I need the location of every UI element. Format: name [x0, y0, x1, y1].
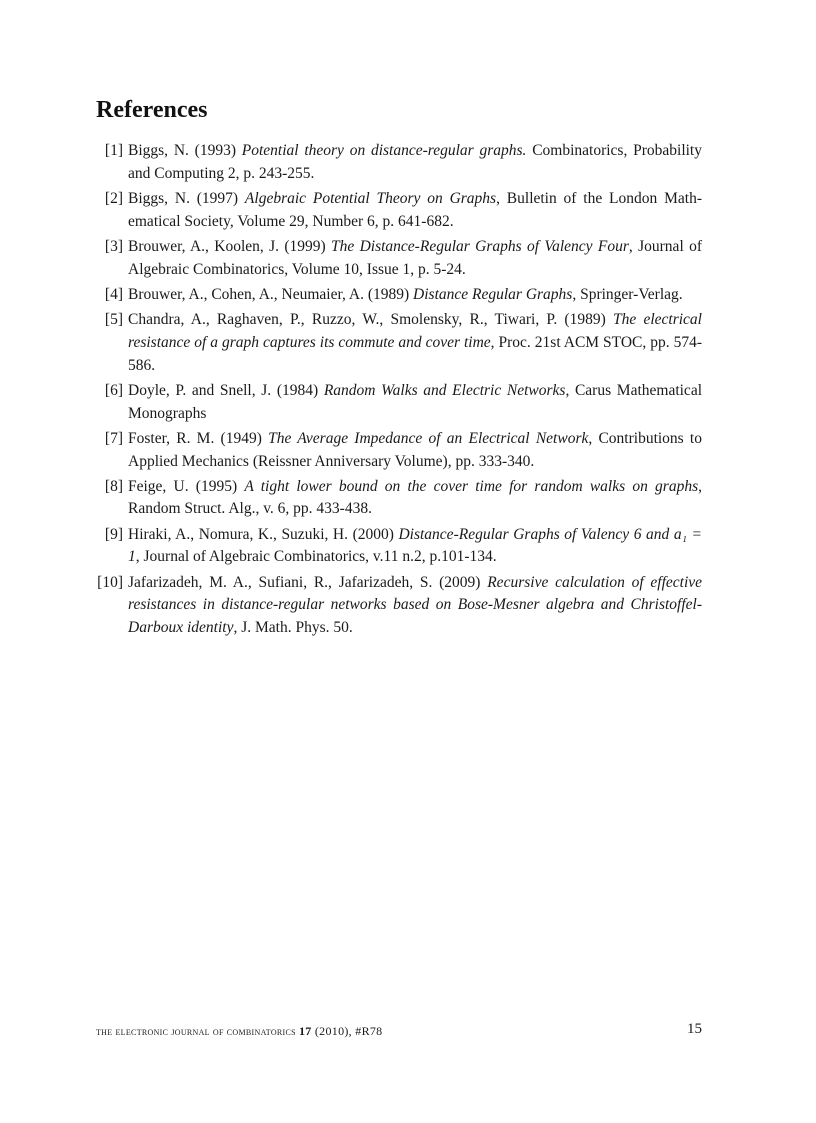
reference-source: , Contributions to Applied Mechanics (Reissner Anniversary Volume), pp. 333-340. — [128, 429, 702, 470]
reference-number: [3] — [104, 237, 123, 255]
reference-list — [96, 140, 702, 642]
reference-item — [96, 188, 702, 233]
reference-item — [96, 524, 702, 569]
reference-title: Random Walks and Electric Networks — [323, 381, 566, 399]
reference-title: The Average Impedance of an Electrical Network — [268, 429, 589, 447]
reference-authors: Biggs, N. (1993) — [128, 142, 242, 159]
reference-number: [1] — [104, 142, 123, 159]
reference-title: Potential theory on distance-regular graphs. — [241, 142, 527, 159]
reference-authors: Hiraki, A., Nomura, K., Suzuki, H. (2000) — [128, 525, 399, 543]
page-footer — [96, 1021, 702, 1041]
reference-number: [2] — [104, 189, 123, 207]
reference-authors: Feige, U. (1995) — [128, 477, 245, 495]
reference-authors: Jafarizadeh, M. A., Sufiani, R., Jafarizadeh, S. (2009) — [128, 573, 488, 591]
reference-title: Distance-Regular Graphs of Valency 6 and a₁ = 1 — [128, 525, 702, 566]
reference-item — [96, 572, 702, 640]
reference-item — [96, 476, 702, 521]
reference-source: , Journal of Algebraic Combinatorics, Volume 10, Issue 1, p. 5-24. — [128, 237, 702, 278]
reference-source: , Springer-Verlag. — [572, 285, 683, 303]
reference-authors: Biggs, N. (1997) — [128, 189, 245, 207]
reference-number: [9] — [104, 525, 123, 543]
reference-item — [96, 284, 702, 307]
reference-number: [4] — [104, 285, 123, 303]
reference-item — [96, 140, 702, 185]
reference-title: Recursive calculation of effective resistances in distance-regular networks based on Bose-Mesner algebra and Christoffel-Darboux identity — [128, 573, 703, 637]
journal-citation — [96, 1024, 382, 1039]
reference-source: , Random Struct. Alg., v. 6, pp. 433-438. — [128, 477, 702, 518]
reference-authors: Brouwer, A., Koolen, J. (1999) — [128, 237, 331, 255]
reference-authors: Doyle, P. and Snell, J. (1984) — [128, 381, 324, 399]
reference-title: The Distance-Regular Graphs of Valency Four — [331, 237, 629, 255]
reference-title: Algebraic Potential Theory on Graphs — [244, 189, 497, 207]
journal-year-article: (2010), #R78 — [311, 1024, 383, 1038]
reference-item — [96, 428, 702, 473]
reference-title: The electrical resistance of a graph captures its commute and cover time — [128, 311, 702, 351]
reference-authors: Foster, R. M. (1949) — [128, 429, 269, 447]
reference-number: [8] — [104, 477, 123, 495]
reference-number: [6] — [104, 381, 123, 399]
reference-source: Combinatorics, Probability and Computing 2, p. 243-255. — [128, 142, 702, 182]
reference-source: , Carus Mathematical Monographs — [128, 381, 702, 422]
reference-item — [96, 309, 702, 377]
reference-title: Distance Regular Graphs — [413, 285, 573, 303]
journal-name: the electronic journal of combinatorics — [96, 1026, 296, 1038]
section-title: References — [96, 97, 208, 123]
reference-authors: Brouwer, A., Cohen, A., Neumaier, A. (1989) — [128, 285, 414, 303]
reference-number: [10] — [97, 573, 123, 591]
reference-source: , Proc. 21st ACM STOC, pp. 574-586. — [128, 333, 702, 374]
reference-authors: Chandra, A., Raghaven, P., Ruzzo, W., Smolensky, R., Tiwari, P. (1989) — [128, 311, 613, 329]
reference-source: , Journal of Algebraic Combinatorics, v.11 n.2, p.101-134. — [135, 548, 497, 566]
journal-volume: 17 — [298, 1024, 312, 1038]
reference-title: A tight lower bound on the cover time for random walks on graphs — [244, 477, 699, 495]
reference-source: , J. Math. Phys. 50. — [233, 619, 353, 637]
reference-source: , Bulletin of the London Mathematical Society, Volume 29, Number 6, p. 641-682. — [128, 189, 702, 230]
reference-item — [96, 380, 702, 425]
page-number: 15 — [687, 1021, 702, 1037]
reference-item — [96, 236, 702, 281]
reference-number: [7] — [104, 429, 123, 447]
reference-number: [5] — [104, 311, 123, 329]
